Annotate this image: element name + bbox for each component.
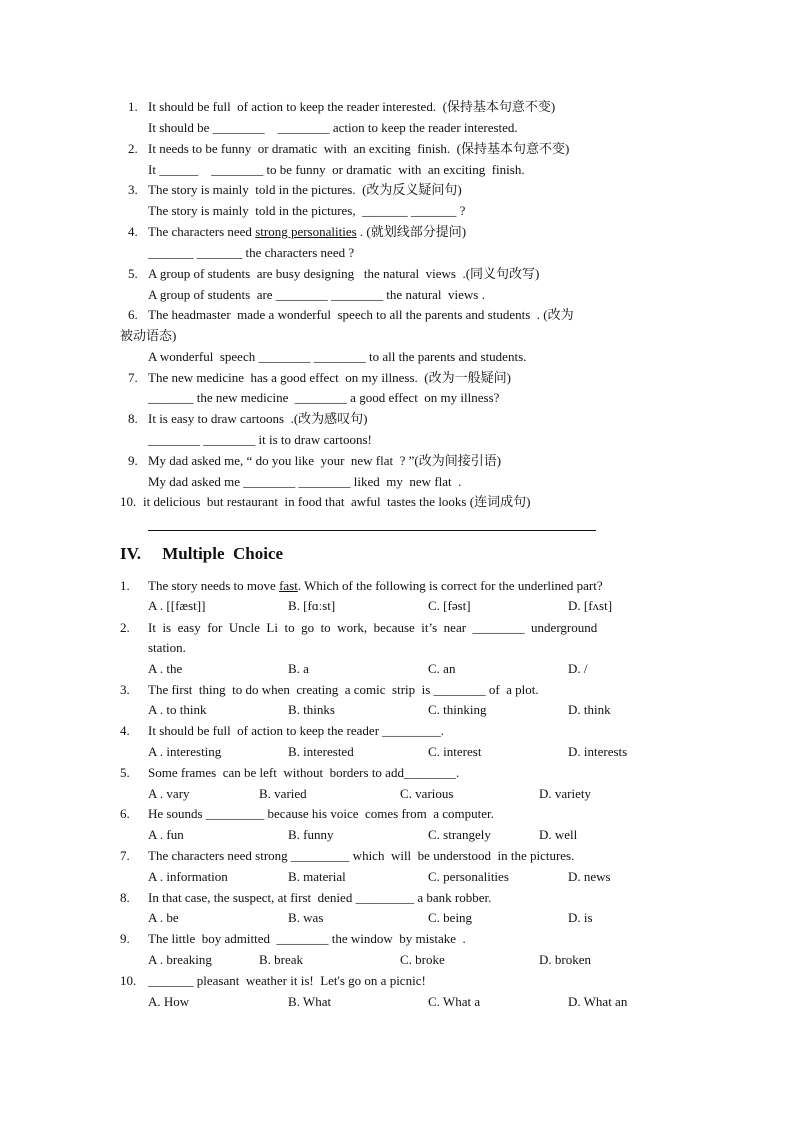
question-number: 8. [120,890,130,905]
item-number: 2. [128,141,138,156]
question-stem: It is easy for Uncle Li to go to work, because it’s near ________ underground [148,620,598,635]
option-d[interactable]: D. is [568,910,593,925]
item-number: 6. [128,307,138,322]
question-stem: It should be full of action to keep the reader _________. [148,723,445,738]
option-a[interactable]: A. How [148,994,190,1009]
option-d[interactable]: D. think [568,702,611,717]
answer-line: _______ the new medicine ________ a good effect on my illness? [148,390,500,405]
option-b[interactable]: B. funny [288,827,334,842]
question-number: 7. [120,848,130,863]
question-text: The characters need strong personalities . (就划线部分提问) [148,224,467,239]
question-text: The headmaster made a wonderful speech to all the parents and students . (改为 [148,307,574,322]
question-text: it delicious but restaurant in food that awful tastes the looks (连词成句) [143,494,531,509]
option-a[interactable]: A . [[fæst]] [148,598,206,613]
question-number: 9. [120,931,130,946]
answer-line: A wonderful speech ________ ________ to all the parents and students. [148,349,527,364]
question-text-wrap: 被动语态) [120,328,177,343]
option-b[interactable]: B. break [259,952,304,967]
question-stem: The characters need strong _________ which will be understood in the pictures. [148,848,575,863]
option-b[interactable]: B. interested [288,744,354,759]
option-d[interactable]: D. interests [568,744,628,759]
answer-line: _______ _______ the characters need ? [148,245,355,260]
option-a[interactable]: A . information [148,869,228,884]
answer-line: It should be ________ ________ action to keep the reader interested. [148,120,518,135]
answer-line: It ______ ________ to be funny or dramatic with an exciting finish. [148,162,525,177]
option-c[interactable]: C. What a [428,994,481,1009]
answer-line: The story is mainly told in the pictures, _______ _______ ? [148,203,466,218]
question-stem: The story needs to move fast. Which of the following is correct for the underlined part? [148,578,603,593]
question-stem: Some frames can be left without borders to add________. [148,765,460,780]
question-number: 3. [120,682,130,697]
option-b[interactable]: B. What [288,994,332,1009]
option-a[interactable]: A . fun [148,827,184,842]
option-c[interactable]: C. broke [400,952,445,967]
question-stem-wrap: station. [148,640,186,655]
answer-rule [148,530,596,531]
option-a[interactable]: A . to think [148,702,207,717]
option-b[interactable]: B. material [288,869,346,884]
question-text: The new medicine has a good effect on my illness. (改为一般疑问) [148,370,511,385]
question-number: 10. [120,973,137,988]
option-a[interactable]: A . be [148,910,179,925]
answer-line: My dad asked me ________ ________ liked my new flat . [148,474,462,489]
answer-line: ________ ________ it is to draw cartoons! [148,432,372,447]
option-b[interactable]: B. varied [259,786,307,801]
question-number: 4. [120,723,130,738]
option-d[interactable]: D. variety [539,786,591,801]
section-heading: IV. Multiple Choice [120,544,284,563]
item-number: 1. [128,99,138,114]
question-number: 1. [120,578,130,593]
question-stem: _______ pleasant weather it is! Let's go on a picnic! [148,973,426,988]
item-number: 8. [128,411,138,426]
option-c[interactable]: C. thinking [428,702,487,717]
answer-line: A group of students are ________ ________ the natural views . [148,287,485,302]
option-b[interactable]: B. was [288,910,324,925]
option-c[interactable]: C. [fəst] [428,598,471,613]
item-number: 7. [128,370,138,385]
question-text: It needs to be funny or dramatic with an exciting finish. (保持基本句意不变) [148,141,570,156]
question-number: 6. [120,806,130,821]
option-c[interactable]: C. interest [428,744,482,759]
option-d[interactable]: D. news [568,869,611,884]
underlined-word: fast [279,578,298,593]
item-number: 3. [128,182,138,197]
question-number: 5. [120,765,130,780]
option-d[interactable]: D. broken [539,952,591,967]
option-b[interactable]: B. thinks [288,702,335,717]
option-b[interactable]: B. a [288,661,309,676]
item-number: 10. [120,494,137,509]
option-a[interactable]: A . interesting [148,744,222,759]
option-a[interactable]: A . breaking [148,952,212,967]
option-c[interactable]: C. various [400,786,454,801]
option-b[interactable]: B. [fɑːst] [288,598,336,613]
question-text: The story is mainly told in the pictures. (改为反义疑问句) [148,182,462,197]
item-number: 5. [128,266,138,281]
question-stem: He sounds _________ because his voice comes from a computer. [148,806,494,821]
option-c[interactable]: C. strangely [428,827,491,842]
question-text: It is easy to draw cartoons .(改为感叹句) [148,411,368,426]
question-text: It should be full of action to keep the reader interested. (保持基本句意不变) [148,99,556,114]
option-a[interactable]: A . vary [148,786,190,801]
question-stem: The first thing to do when creating a comic strip is ________ of a plot. [148,682,539,697]
option-a[interactable]: A . the [148,661,183,676]
item-number: 9. [128,453,138,468]
item-number: 4. [128,224,138,239]
underlined-phrase: strong personalities [255,224,357,239]
option-d[interactable]: D. What an [568,994,628,1009]
question-stem: In that case, the suspect, at first denied _________ a bank robber. [148,890,492,905]
option-c[interactable]: C. personalities [428,869,509,884]
option-d[interactable]: D. well [539,827,578,842]
option-d[interactable]: D. [fʌst] [568,598,613,613]
option-c[interactable]: C. an [428,661,456,676]
option-d[interactable]: D. / [568,661,588,676]
question-stem: The little boy admitted ________ the window by mistake . [148,931,466,946]
question-number: 2. [120,620,130,635]
option-c[interactable]: C. being [428,910,473,925]
question-text: My dad asked me, “ do you like your new flat ? ”(改为间接引语) [148,453,502,468]
question-text: A group of students are busy designing the natural views .(同义句改写) [148,266,540,281]
